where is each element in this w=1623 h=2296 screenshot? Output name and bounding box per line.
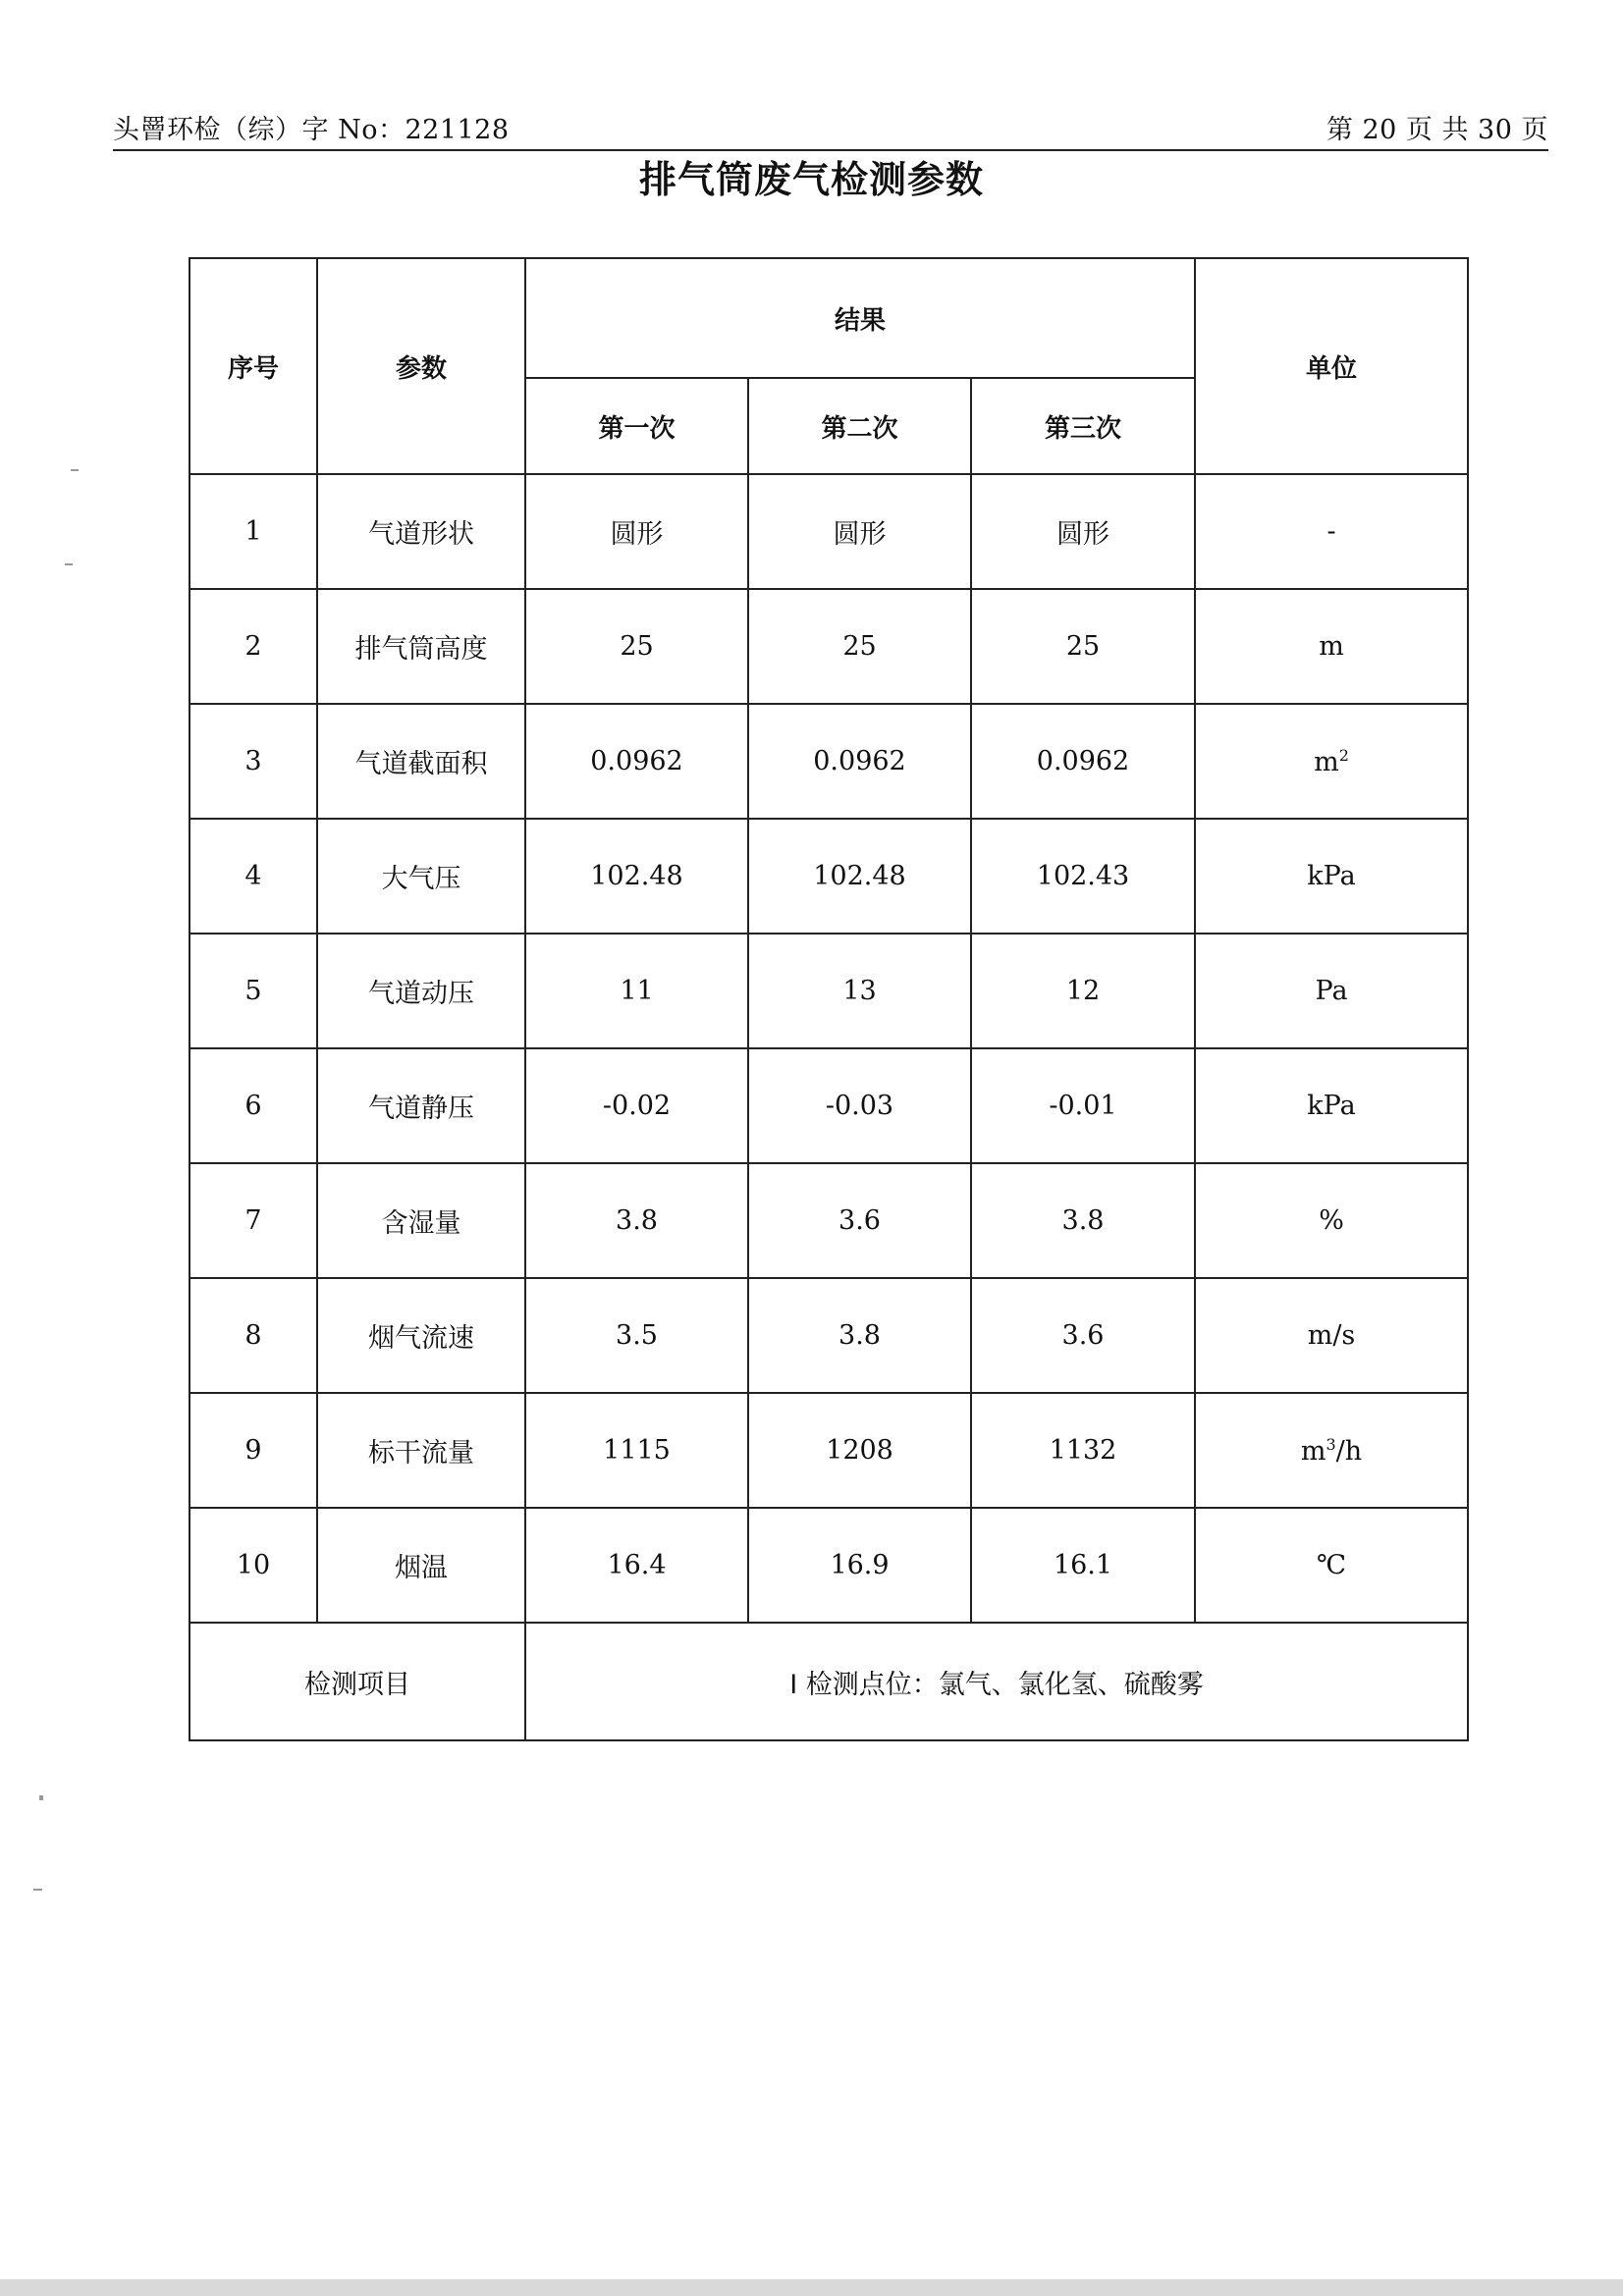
cell-value-3: 0.0962 [971,704,1195,819]
header-first: 第一次 [525,378,748,474]
table-row [189,1163,1468,1278]
table-row [189,1508,1468,1623]
cell-param: 气道截面积 [317,704,525,819]
cell-seq: 9 [189,1393,317,1508]
cell-value-3: 3.8 [971,1163,1195,1278]
unit-superscript: 3 [1325,1434,1336,1454]
cell-value-2: 3.6 [748,1163,971,1278]
table-header-row [189,258,1468,378]
cell-value-3: 1132 [971,1393,1195,1508]
cell-param: 烟气流速 [317,1278,525,1393]
cell-value-1: 16.4 [525,1508,748,1623]
cell-value-1: 0.0962 [525,704,748,819]
cell-unit: % [1195,1163,1468,1278]
unit-superscript: 2 [1338,745,1349,765]
scan-artifact [71,469,79,471]
cell-value-2: 13 [748,934,971,1048]
cell-value-2: 3.8 [748,1278,971,1393]
cell-seq: 1 [189,474,317,589]
report-number: 头罾环检（综）字 No：221128 [113,115,510,145]
cell-value-1: 11 [525,934,748,1048]
cell-value-1: 25 [525,589,748,704]
cell-value-2: 0.0962 [748,704,971,819]
page-header [113,110,1548,151]
page-indicator: 第 20 页 共 30 页 [1325,115,1548,145]
cell-unit: Pa [1195,934,1468,1048]
parameter-table [189,257,1469,1741]
cell-value-3: 16.1 [971,1508,1195,1623]
table-row [189,819,1468,934]
cell-value-2: 25 [748,589,971,704]
cell-param: 气道静压 [317,1048,525,1163]
cell-value-2: 102.48 [748,819,971,934]
cell-value-3: 25 [971,589,1195,704]
header-result: 结果 [525,258,1195,378]
cell-value-2: 圆形 [748,474,971,589]
cell-seq: 10 [189,1508,317,1623]
cell-unit: m/s [1195,1278,1468,1393]
header-param: 参数 [317,258,525,474]
cell-param: 气道形状 [317,474,525,589]
cell-unit: kPa [1195,1048,1468,1163]
cell-param: 含湿量 [317,1163,525,1278]
unit-base: m [1314,746,1339,777]
cell-seq: 2 [189,589,317,704]
cell-param: 排气筒高度 [317,589,525,704]
cell-value-2: -0.03 [748,1048,971,1163]
cell-value-3: 圆形 [971,474,1195,589]
cell-value-1: 3.8 [525,1163,748,1278]
cell-value-3: 3.6 [971,1278,1195,1393]
cell-param: 气道动压 [317,934,525,1048]
cell-value-1: 102.48 [525,819,748,934]
cell-seq: 6 [189,1048,317,1163]
cell-unit [1195,1393,1468,1508]
table-row [189,1278,1468,1393]
cell-seq: 5 [189,934,317,1048]
table-row [189,1393,1468,1508]
cell-value-3: -0.01 [971,1048,1195,1163]
scan-artifact [65,563,73,565]
cell-seq: 7 [189,1163,317,1278]
cell-seq: 4 [189,819,317,934]
cell-unit: m [1195,589,1468,704]
footer-label: 检测项目 [189,1623,525,1740]
cell-unit: - [1195,474,1468,589]
cell-value-2: 1208 [748,1393,971,1508]
scan-artifact [39,1795,43,1800]
header-third: 第三次 [971,378,1195,474]
table-footer-row [189,1623,1468,1740]
header-unit: 单位 [1195,258,1468,474]
table-row [189,589,1468,704]
scan-artifact [33,1889,42,1891]
page-title: 排气筒废气检测参数 [638,158,984,201]
cell-value-1: 1115 [525,1393,748,1508]
cell-value-1: 圆形 [525,474,748,589]
cell-unit: kPa [1195,819,1468,934]
cell-unit: ℃ [1195,1508,1468,1623]
table-row [189,474,1468,589]
cell-value-1: -0.02 [525,1048,748,1163]
cell-param: 烟温 [317,1508,525,1623]
scan-bottom-edge [0,2279,1623,2296]
header-second: 第二次 [748,378,971,474]
unit-tail: /h [1335,1435,1363,1467]
cell-seq: 8 [189,1278,317,1393]
cell-value-1: 3.5 [525,1278,748,1393]
cell-param: 标干流量 [317,1393,525,1508]
cell-seq: 3 [189,704,317,819]
cell-param: 大气压 [317,819,525,934]
table-row [189,704,1468,819]
unit-base: m [1300,1435,1326,1467]
cell-unit [1195,704,1468,819]
cell-value-3: 12 [971,934,1195,1048]
header-seq: 序号 [189,258,317,474]
table-row [189,1048,1468,1163]
cell-value-3: 102.43 [971,819,1195,934]
footer-value: I 检测点位：氯气、氯化氢、硫酸雾 [525,1623,1468,1740]
table-row [189,934,1468,1048]
cell-value-2: 16.9 [748,1508,971,1623]
